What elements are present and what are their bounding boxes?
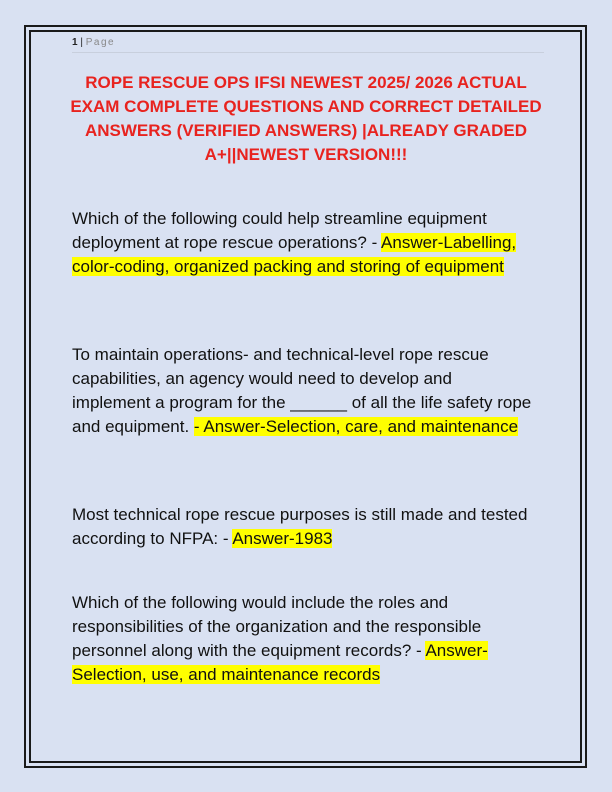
qa-item-4: [72, 591, 532, 687]
qa-item-2: [72, 343, 532, 439]
qa-item-3: [72, 503, 532, 551]
page-word: Page: [85, 37, 116, 48]
question-text: Which of the following could help streamline equipment deployment at rope rescue operations? -: [72, 209, 487, 252]
document-title: ROPE RESCUE OPS IFSI NEWEST 2025/ 2026 ACTUAL EXAM COMPLETE QUESTIONS AND CORRECT DETAILED ANSWERS (VERIFIED ANSWERS) |ALREADY GRADED A+||NEWEST VERSION!!!: [70, 73, 542, 164]
page-number: 1: [72, 37, 78, 48]
page-header: [72, 36, 544, 53]
page-separator: |: [80, 37, 83, 48]
question-text: To maintain operations- and technical-level rope rescue capabilities, an agency would need to develop and implement a program for the ______ of all the life safety rope and equipment.: [72, 345, 532, 436]
answer-text: Answer-Labelling, color-coding, organized packing and storing of equipment: [72, 233, 517, 276]
question-text: Which of the following would include the roles and responsibilities of the organization and the responsible personnel along with the equipment records? -: [72, 593, 482, 660]
answer-text: Answer-1983: [232, 529, 333, 548]
question-text: Most technical rope rescue purposes is still made and tested according to NFPA: -: [72, 505, 528, 548]
answer-text: Answer-Selection, use, and maintenance records: [72, 641, 488, 684]
answer-text: - Answer-Selection, care, and maintenance: [193, 417, 519, 436]
qa-item-1: [72, 207, 532, 279]
